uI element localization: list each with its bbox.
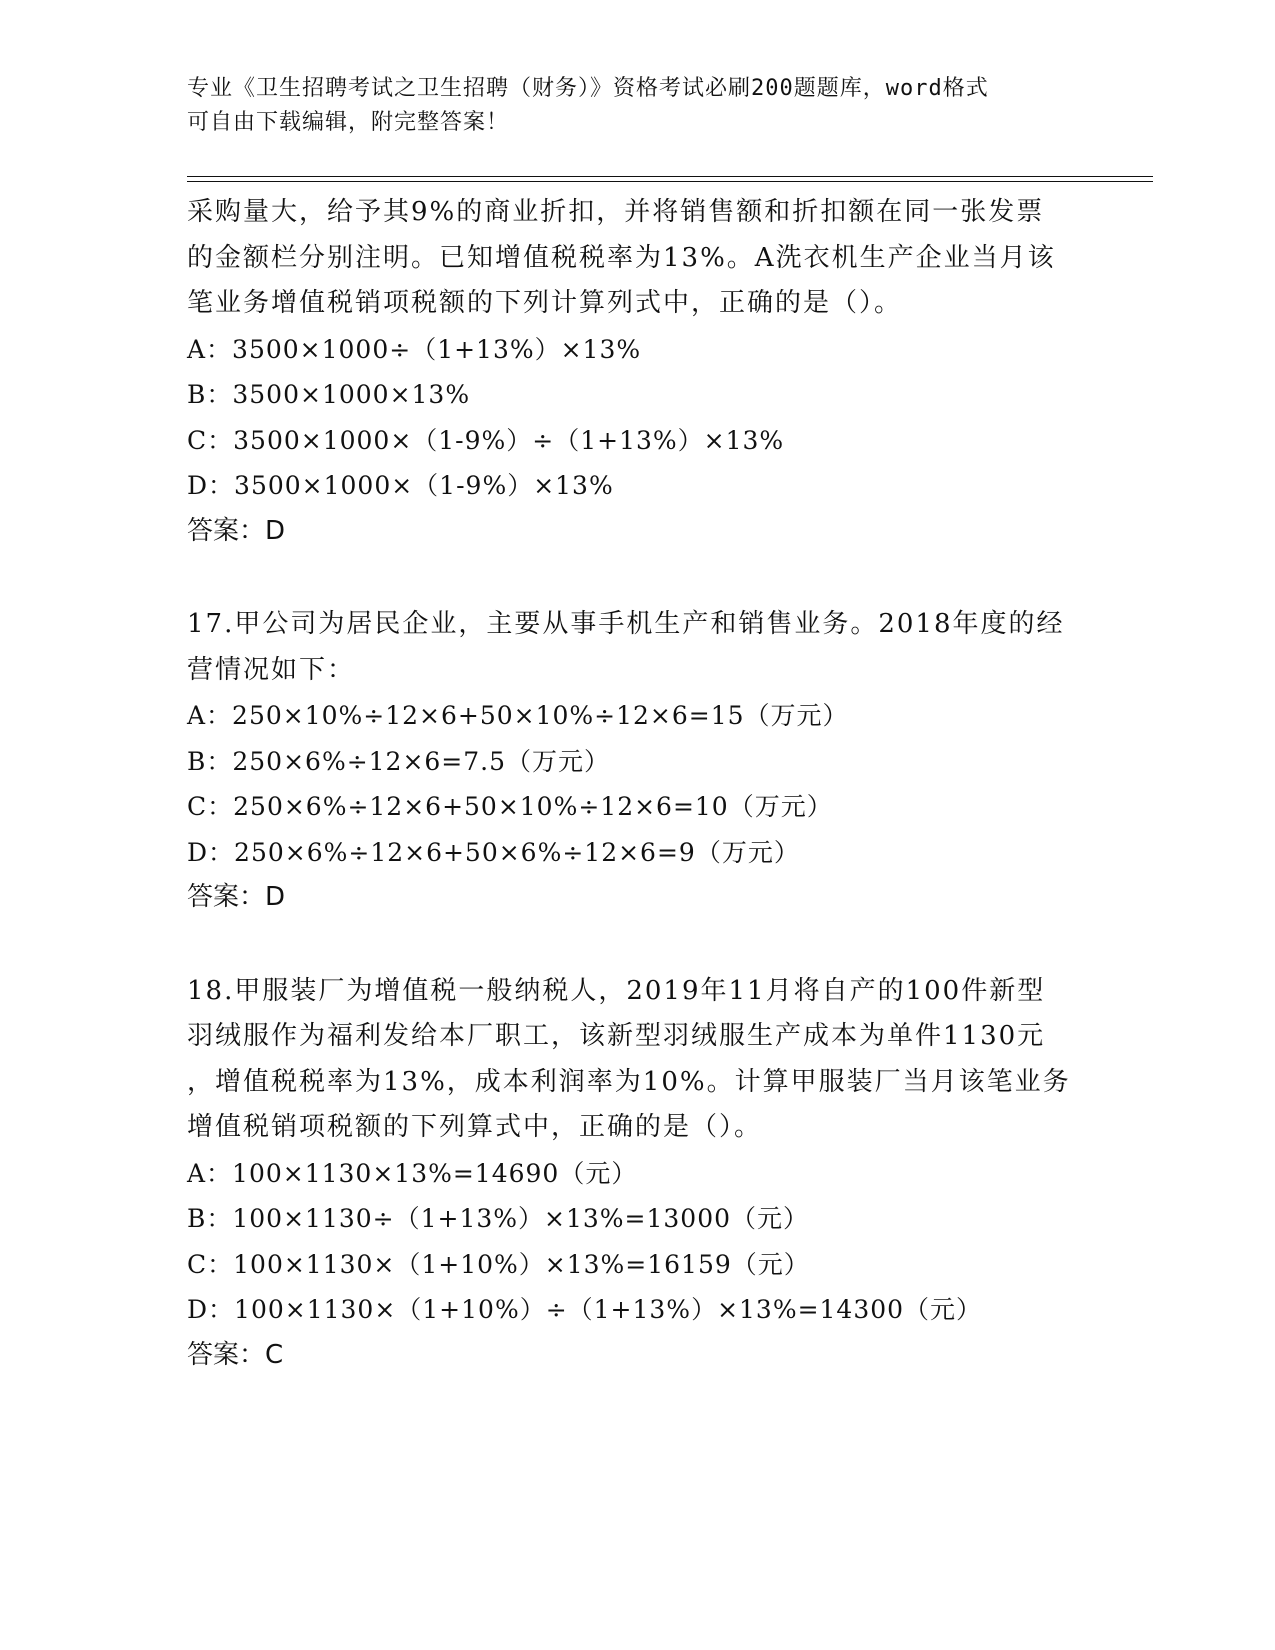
option-d: D：250×6%÷12×6+50×6%÷12×6=9（万元） [187,837,800,867]
answer-line: 答案：C [187,1339,284,1370]
question-stem-line: 羽绒服作为福利发给本厂职工，该新型羽绒服生产成本为单件1130元 [187,1021,1046,1051]
question-16 [187,190,1117,554]
question-stem-line: ，增值税税率为13%，成本利润率为10%。计算甲服装厂当月该笔业务 [187,1066,1071,1097]
header-divider-bottom [187,181,1153,182]
question-spacer [187,921,1117,969]
option-c: C：100×1130×（1+10%）×13%=16159（元） [187,1249,810,1279]
question-stem-line: 增值税销项税额的下列算式中，正确的是（）。 [187,1112,763,1142]
option-b: B：3500×1000×13% [187,380,471,409]
question-stem-line: 营情况如下： [187,654,356,685]
option-a: A：100×1130×13%=14690（元） [187,1158,638,1188]
question-stem-line: 采购量大，给予其9%的商业折扣，并将销售额和折扣额在同一张发票 [187,197,1045,227]
option-c: C：3500×1000×（1-9%）÷（1+13%）×13% [187,425,785,455]
question-stem-line: 17.甲公司为居民企业，主要从事手机生产和销售业务。2018年度的经 [187,609,1065,639]
option-c: C：250×6%÷12×6+50×10%÷12×6=10（万元） [187,792,833,821]
answer-line: 答案：D [187,882,286,912]
question-stem-line: 笔业务增值税销项税额的下列计算列式中，正确的是（）。 [187,288,903,318]
question-18 [187,969,1117,1379]
question-stem-line: 的金额栏分别注明。已知增值税税率为13%。A洗衣机生产企业当月该 [187,242,1056,273]
question-stem-line: 18.甲服装厂为增值税一般纳税人，2019年11月将自产的100件新型 [187,975,1046,1006]
answer-line: 答案：D [187,515,286,546]
header-title-line-1: 专业《卫生招聘考试之卫生招聘（财务）》资格考试必刷200题题库，word格式 [187,76,989,101]
document-header [187,72,1087,140]
option-b: B：250×6%÷12×6=7.5（万元） [187,746,611,776]
option-d: D：100×1130×（1+10%）÷（1+13%）×13%=14300（元） [187,1295,983,1324]
option-a: A：250×10%÷12×6+50×10%÷12×6=15（万元） [187,701,849,730]
header-divider-top [187,176,1153,177]
question-17 [187,602,1117,921]
option-b: B：100×1130÷（1+13%）×13%=13000（元） [187,1204,810,1233]
option-a: A：3500×1000÷（1+13%）×13% [187,334,642,364]
question-list [187,190,1117,1378]
option-d: D：3500×1000×（1-9%）×13% [187,471,614,500]
question-spacer [187,554,1117,602]
header-title-line-2: 可自由下载编辑，附完整答案！ [187,110,510,135]
